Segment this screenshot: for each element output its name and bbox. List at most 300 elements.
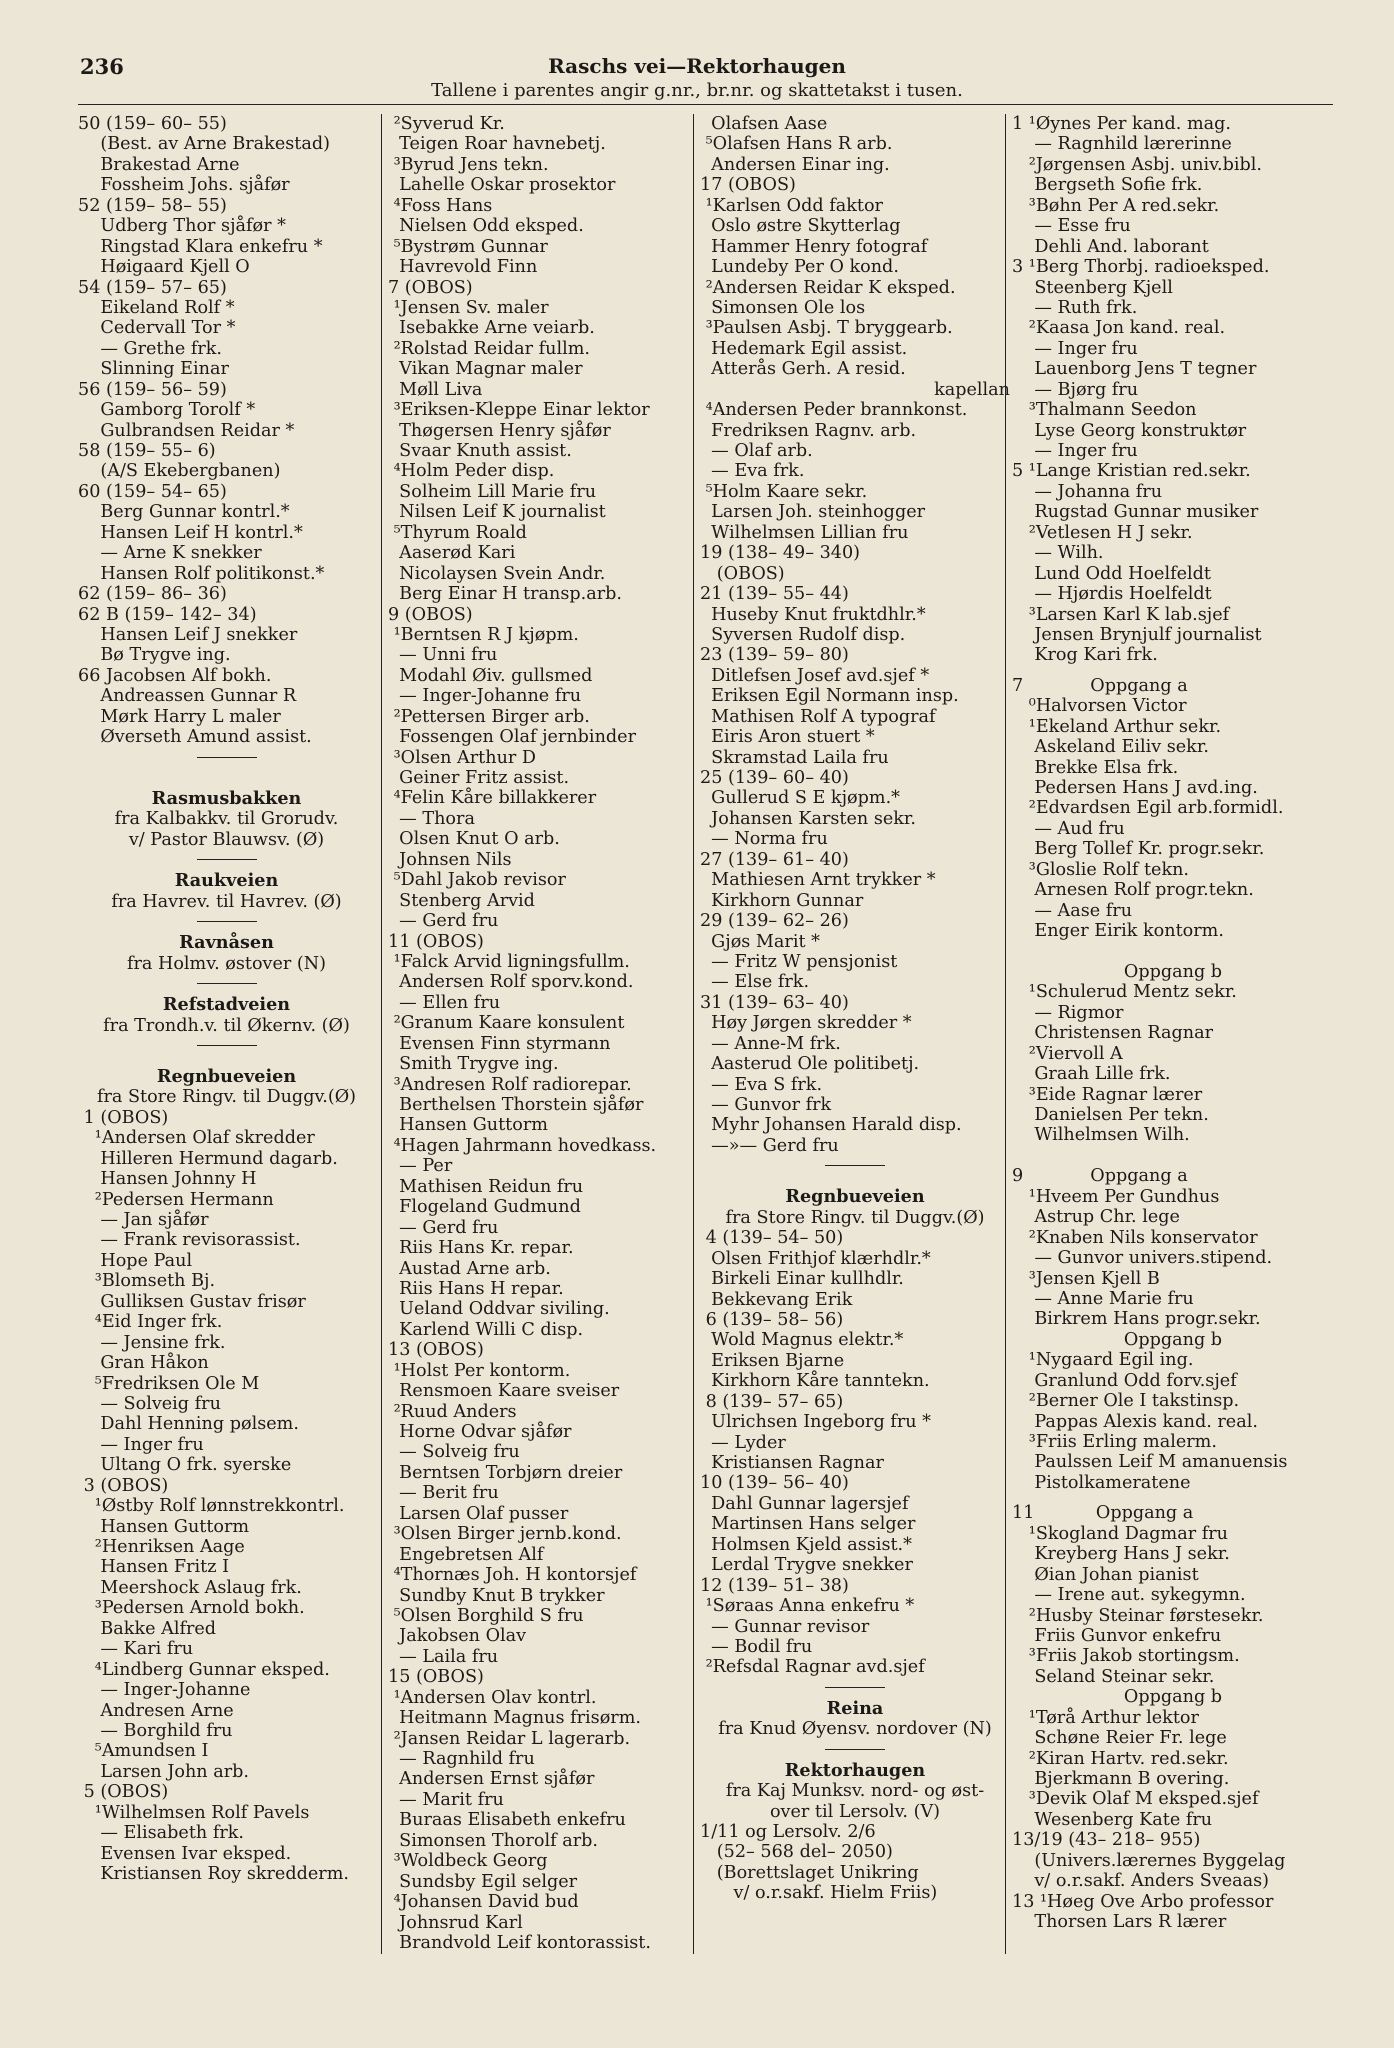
directory-entry: Pistolkameratene (1012, 1472, 1191, 1493)
directory-entry: — Eva frk. (700, 461, 805, 482)
directory-entry: ²Andersen Reidar K eksped. (700, 277, 956, 298)
directory-entry: ³Byrud Jens tekn. (388, 154, 549, 175)
directory-entry: Mathiesen Arnt trykker * (700, 870, 936, 891)
header-divider (78, 104, 1333, 105)
directory-entry: Riis Hans Kr. repar. (388, 1238, 574, 1259)
section-rule (197, 1045, 257, 1047)
directory-entry: ³Woldbeck Georg (388, 1851, 548, 1872)
directory-entry: Birkeli Einar kullhdlr. (700, 1269, 904, 1290)
directory-entry: — Fritz W pensjonist (700, 951, 898, 972)
directory-entry: ¹Søraas Anna enkefru * (700, 1596, 915, 1617)
directory-entry: ²Pettersen Birger arb. (388, 706, 590, 727)
directory-entry: 25 (139– 60– 40) (700, 768, 849, 788)
directory-entry: — Inger-Johanne fru (388, 686, 582, 707)
directory-entry: (52– 568 del– 2050) (700, 1842, 893, 1863)
directory-entry: Thorsen Lars R lærer (1012, 1912, 1227, 1933)
directory-entry: Brandvold Leif kontorassist. (388, 1932, 651, 1953)
directory-entry: 62 B (159– 142– 34) (78, 604, 257, 625)
column-2 (388, 114, 690, 1953)
street-heading: Refstadveien (162, 994, 291, 1016)
directory-entry: Ueland Oddvar siviling. (388, 1299, 610, 1320)
directory-entry: — Anne-M frk. (700, 1033, 841, 1054)
directory-entry: ¹Ekeland Arthur sekr. (1012, 716, 1222, 737)
directory-entry: ³Devik Olaf M eksped.sjef (1012, 1789, 1259, 1810)
directory-entry: Hansen Johnny H (78, 1169, 257, 1190)
directory-entry: ⁵Fredriksen Ole M (78, 1373, 260, 1394)
directory-entry: — Irene aut. sykegymn. (1012, 1585, 1246, 1606)
directory-entry: — Bjørg fru (1012, 379, 1139, 400)
directory-entry: Lundeby Per O kond. (700, 257, 899, 278)
directory-entry: Hedemark Egil assist. (700, 338, 908, 359)
directory-entry: ⁵Bystrøm Gunnar (388, 236, 548, 257)
directory-entry: ²Berner Ole I takstinsp. (1012, 1391, 1240, 1412)
directory-entry: Teigen Roar havnebetj. (388, 134, 606, 155)
directory-entry: — Berit fru (388, 1483, 499, 1504)
directory-entry: Havrevold Finn (388, 257, 538, 278)
directory-entry: ⁴Holm Peder disp. (388, 461, 555, 482)
directory-entry: Cedervall Tor * (78, 318, 236, 339)
directory-entry: ⁵Dahl Jakob revisor (388, 870, 566, 891)
directory-entry: 8 (139– 57– 65) (700, 1391, 844, 1412)
directory-entry: 12 (139– 51– 38) (700, 1575, 849, 1596)
directory-entry: Fossheim Johs. sjåfør (78, 175, 290, 196)
directory-entry: Mathisen Rolf A typograf (700, 706, 936, 727)
directory-entry: (A/S Ekebergbanen) (78, 461, 281, 482)
directory-entry: ²Henriksen Aage (78, 1537, 245, 1557)
directory-entry: — Gerd fru (388, 911, 499, 932)
directory-entry: 3 ¹Berg Thorbj. radioeksped. (1012, 257, 1270, 278)
column-divider (1005, 114, 1006, 1954)
directory-entry: Gulbrandsen Reidar * (78, 420, 295, 441)
directory-entry: Seland Steinar sekr. (1012, 1666, 1215, 1687)
directory-entry: v/ o.r.sakf. Anders Sveaas) (1012, 1871, 1270, 1892)
directory-entry: Andersen Einar ing. (700, 154, 890, 175)
directory-entry: Arnesen Rolf progr.tekn. (1012, 880, 1254, 901)
directory-entry: Lund Odd Hoelfeldt (1012, 563, 1211, 584)
directory-entry: 13 (OBOS) (388, 1340, 484, 1361)
directory-entry: 1/11 og Lersolv. 2/6 (700, 1822, 876, 1842)
directory-entry: — Lyder (700, 1432, 786, 1453)
directory-entry: — Laila fru (388, 1646, 499, 1667)
directory-entry: 1 (OBOS) (78, 1107, 169, 1128)
directory-entry: 27 (139– 61– 40) (700, 849, 849, 870)
directory-entry: Larsen Joh. steinhogger (700, 502, 926, 523)
directory-entry: Fredriksen Ragnv. arb. (700, 420, 917, 441)
directory-entry: Jakobsen Olav (388, 1626, 527, 1647)
directory-entry: 11 (OBOS) (388, 931, 484, 952)
column-divider (693, 114, 694, 1954)
directory-entry: ⁴Lindberg Gunnar eksped. (78, 1659, 330, 1680)
directory-entry: Johnsrud Karl (388, 1912, 523, 1933)
directory-entry: Hansen Fritz I (78, 1557, 230, 1578)
street-description: fra Store Ringv. til Duggv.(Ø) (96, 1087, 357, 1108)
directory-entry: — Inger-Johanne (78, 1680, 251, 1701)
directory-entry: Sundby Knut B trykker (388, 1585, 605, 1606)
directory-entry: Aasterud Ole politibetj. (700, 1054, 920, 1075)
directory-entry: Thøgersen Henry sjåfør (388, 420, 611, 441)
directory-entry: — Aud fru (1012, 818, 1125, 839)
directory-entry: ²Jansen Reidar L lagerarb. (388, 1728, 631, 1749)
directory-entry: — Rigmor (1012, 1002, 1124, 1023)
directory-entry: ²Kiran Hartv. red.sekr. (1012, 1748, 1229, 1769)
directory-entry: ³Larsen Karl K lab.sjef (1012, 604, 1230, 625)
directory-entry: Eriksen Egil Normann insp. (700, 686, 959, 707)
street-heading: Reina (826, 1697, 884, 1719)
directory-entry: ³Olsen Birger jernb.kond. (388, 1524, 622, 1545)
directory-entry: Lerdal Trygve snekker (700, 1555, 913, 1576)
directory-entry: ²Kaasa Jon kand. real. (1012, 318, 1226, 339)
page-number: 236 (80, 54, 124, 79)
directory-entry: Paulssen Leif M amanuensis (1012, 1452, 1288, 1473)
directory-entry: ³Friis Erling malerm. (1012, 1432, 1217, 1452)
directory-entry: Dahl Gunnar lagersjef (700, 1493, 909, 1514)
column-divider (381, 114, 382, 1954)
directory-entry: Enger Eirik kontorm. (1012, 921, 1224, 942)
directory-entry: Krog Kari frk. (1012, 645, 1158, 666)
directory-entry: Jensen Brynjulf journalist (1012, 624, 1262, 645)
directory-entry: ⁴Hagen Jahrmann hovedkass. (388, 1135, 657, 1156)
directory-entry: ³Bøhn Per A red.sekr. (1012, 195, 1220, 216)
directory-entry: — Esse fru (1012, 216, 1131, 237)
directory-entry: Berthelsen Thorstein sjåfør (388, 1095, 644, 1115)
directory-entry: 7 (OBOS) (388, 277, 473, 298)
directory-entry: — Unni fru (388, 645, 498, 666)
directory-entry: Larsen Olaf pusser (388, 1503, 569, 1524)
directory-entry: ³Olsen Arthur D (388, 747, 537, 768)
directory-entry: ¹Schulerud Mentz sekr. (1012, 982, 1237, 1003)
directory-entry: — Wilh. (1012, 543, 1104, 564)
directory-entry: Aaserød Kari (388, 543, 516, 564)
directory-entry: ¹Østby Rolf lønnstrekkontrl. (78, 1496, 345, 1517)
directory-entry: Lahelle Oskar prosektor (388, 175, 616, 196)
directory-entry: 29 (139– 62– 26) (700, 911, 849, 932)
directory-entry: Slinning Einar (78, 359, 229, 380)
directory-entry: Eriksen Bjarne (700, 1350, 845, 1371)
directory-entry: Gulliksen Gustav frisør (78, 1291, 306, 1312)
directory-entry: ⁴Andersen Peder brannkonst. (700, 400, 968, 421)
column-4 (1012, 114, 1334, 1933)
directory-entry: 58 (159– 55– 6) (78, 441, 216, 461)
directory-entry: — Grethe frk. (78, 338, 223, 359)
directory-entry: Hansen Guttorm (78, 1516, 250, 1537)
directory-entry: Hansen Leif J snekker (78, 624, 298, 645)
directory-entry: 9 Oppgang a (1012, 1166, 1188, 1187)
street-heading: Ravnåsen (179, 932, 274, 954)
directory-entry: Nielsen Odd ekspеd. (388, 216, 584, 237)
directory-entry: 1 ¹Øynes Per kand. mag. (1012, 114, 1231, 134)
section-rule (825, 1687, 885, 1689)
directory-entry: Larsen John arb. (78, 1761, 249, 1782)
directory-entry: — Per (388, 1156, 453, 1177)
directory-entry: — Ragnhild lærerinne (1012, 134, 1232, 155)
directory-entry: (Borettslaget Unikring (700, 1862, 919, 1883)
directory-entry: ²Viervoll A (1012, 1043, 1123, 1064)
directory-entry: — Hjørdis Hoelfeldt (1012, 584, 1212, 605)
directory-entry: — Jan sjåfør (78, 1210, 209, 1230)
street-description: fra Store Ringv. til Duggv.(Ø) (725, 1207, 985, 1228)
directory-entry: Sundsby Egil selger (388, 1871, 578, 1892)
spacer (1012, 1146, 1334, 1166)
directory-entry: ²Edvardsen Egil arb.formidl. (1012, 798, 1284, 819)
directory-entry: 52 (159– 58– 55) (78, 195, 227, 216)
section-rule (197, 921, 257, 923)
directory-entry: Øian Johan pianist (1012, 1564, 1199, 1585)
directory-entry: Ditlefsen Josef avd.sjef * (700, 665, 930, 686)
street-description: Oppgang b (1123, 1329, 1223, 1350)
directory-entry: Granlund Odd forv.sjef (1012, 1370, 1237, 1391)
column-3 (700, 114, 1010, 1904)
directory-entry: v/ o.r.sakf. Hielm Friis) (700, 1883, 938, 1904)
directory-entry: 7 Oppgang a (1012, 675, 1188, 696)
directory-entry: 21 (139– 55– 44) (700, 584, 849, 605)
column-1 (78, 114, 375, 1884)
directory-entry: Johnsen Nils (388, 849, 512, 870)
directory-entry: Olafsen Aase (700, 114, 828, 134)
directory-entry: ⁴Eid Inger frk. (78, 1312, 223, 1333)
directory-entry: Engebretsen Alf (388, 1544, 544, 1565)
directory-entry: 13 ¹Høeg Ove Arbo professor (1012, 1891, 1274, 1912)
directory-entry: 19 (138– 49– 340) (700, 543, 861, 564)
directory-entry: — Ragnhild fru (388, 1749, 535, 1769)
directory-entry: Dahl Henning pølsem. (78, 1414, 299, 1435)
directory-entry: Horne Odvar sjåfør (388, 1422, 572, 1442)
directory-entry: Gran Håkon (78, 1353, 209, 1374)
directory-entry: Andersen Ernst sjåfør (388, 1769, 595, 1790)
street-description: fra Trondh.v. til Økernv. (Ø) (103, 1015, 350, 1036)
directory-entry: ⁵Holm Kaare sekr. (700, 481, 868, 502)
spacer (1012, 1493, 1334, 1503)
directory-entry: ²Granum Kaare konsulent (388, 1013, 625, 1034)
street-heading: Raukveien (174, 870, 279, 892)
directory-entry: Steenberg Kjell (1012, 277, 1173, 298)
directory-entry: Wilhelmsen Wilh. (1012, 1125, 1190, 1146)
street-heading: Rektorhaugen (784, 1759, 926, 1781)
directory-entry: ⁰Halvorsen Victor (1012, 696, 1187, 717)
directory-entry: Olsen Knut O arb. (388, 829, 560, 850)
directory-entry: Syversen Rudolf disp. (700, 624, 906, 645)
directory-entry: ²Pedersen Hermann (78, 1189, 274, 1210)
directory-entry: Kristiansen Ragnar (700, 1453, 884, 1473)
directory-entry: Modahl Øiv. gullsmed (388, 665, 593, 686)
directory-entry: ¹Andersen Olaf skredder (78, 1128, 315, 1149)
directory-entry: Brekke Elsa frk. (1012, 757, 1179, 778)
directory-entry: Lauenborg Jens T tegner (1012, 359, 1257, 380)
directory-entry: ²Jørgensen Asbj. univ.bibl. (1012, 154, 1262, 175)
directory-entry: Eikeland Rolf * (78, 297, 235, 318)
directory-entry: 54 (159– 57– 65) (78, 277, 227, 298)
directory-entry: — Thora (388, 808, 475, 829)
directory-entry: Kreyberg Hans J sekr. (1012, 1544, 1230, 1565)
directory-entry: Berg Einar H transp.arb. (388, 584, 622, 605)
directory-entry: Simonsen Thorolf arb. (388, 1830, 598, 1851)
directory-entry: 62 (159– 86– 36) (78, 584, 227, 605)
directory-entry: — Inger fru (1012, 441, 1138, 461)
directory-entry: — Johanna fru (1012, 481, 1163, 502)
directory-entry: Nilsen Leif K journalist (388, 502, 606, 523)
directory-entry: 5 ¹Lange Kristian red.sekr. (1012, 461, 1251, 482)
directory-entry: Stenberg Arvid (388, 890, 535, 911)
directory-entry: ²Knaben Nils konservator (1012, 1227, 1258, 1248)
directory-entry: Danielsen Per tekn. (1012, 1105, 1209, 1125)
directory-entry: Pedersen Hans J avd.ing. (1012, 778, 1258, 798)
directory-entry: Rugstad Gunnar musiker (1012, 502, 1259, 523)
directory-entry: — Solveig fru (78, 1393, 221, 1414)
directory-entry: Hilleren Hermund dagarb. (78, 1148, 338, 1169)
directory-entry: ²Husby Steinar førstesekr. (1012, 1605, 1264, 1626)
directory-entry: ¹Wilhelmsen Rolf Pavels (78, 1802, 310, 1823)
directory-entry: Hansen Guttorm (388, 1115, 548, 1136)
directory-entry: Heitmann Magnus frisørm. (388, 1708, 641, 1729)
directory-entry: ⁴Foss Hans (388, 195, 493, 216)
directory-entry: ³Pedersen Arnold bokh. (78, 1598, 305, 1619)
street-description: fra Kalbakkv. til Grorudv. (114, 809, 339, 830)
directory-entry: 6 (139– 58– 56) (700, 1309, 844, 1330)
directory-entry: — Marit fru (388, 1789, 504, 1810)
street-heading: Regnbueveien (785, 1186, 925, 1208)
directory-entry: ¹Skogland Dagmar fru (1012, 1523, 1228, 1544)
directory-entry: —»— Gerd fru (700, 1135, 839, 1156)
directory-entry: 17 (OBOS) (700, 175, 796, 196)
directory-entry: Wilhelmsen Lillian fru (700, 522, 909, 543)
directory-entry: Bergseth Sofie frk. (1012, 175, 1203, 196)
directory-entry: Kirkhorn Gunnar (700, 890, 864, 911)
directory-entry: — Ruth frk. (1012, 297, 1138, 318)
directory-entry: — Jensine frk. (78, 1332, 226, 1353)
street-description: v/ Pastor Blauwsv. (Ø) (128, 829, 325, 850)
section-rule (197, 983, 257, 985)
directory-entry: Kristiansen Roy skredderm. (78, 1864, 349, 1884)
directory-entry: — Arne K snekker (78, 543, 262, 564)
directory-entry: Wesenberg Kate fru (1012, 1809, 1213, 1830)
directory-entry: ¹Hveem Per Gundhus (1012, 1186, 1220, 1207)
directory-entry: — Eva S frk. (700, 1074, 823, 1095)
directory-entry: 15 (OBOS) (388, 1667, 484, 1688)
directory-entry: ³Eide Ragnar lærer (1012, 1084, 1203, 1105)
directory-entry: Vikan Magnar maler (388, 359, 583, 380)
directory-entry: Mørk Harry L maler (78, 706, 281, 727)
directory-entry: Andersen Rolf sporv.kond. (388, 972, 634, 993)
directory-entry: ⁴Thornæs Joh. H kontorsjef (388, 1565, 637, 1586)
directory-entry: Berg Gunnar kontrl.* (78, 502, 290, 523)
directory-entry: ³Gloslie Rolf tekn. (1012, 859, 1190, 880)
directory-entry: Dehli And. laborant (1012, 236, 1209, 257)
directory-entry: ³Blomseth Bj. (78, 1271, 216, 1292)
directory-entry: Evensen Ivar eksped. (78, 1843, 292, 1864)
directory-entry: Friis Gunvor enkefru (1012, 1625, 1222, 1646)
directory-entry: ²Ruud Anders (388, 1401, 517, 1422)
spacer (1012, 942, 1334, 962)
directory-entry: Hammer Henry fotograf (700, 236, 928, 257)
directory-entry: Ultang O frk. syerske (78, 1455, 292, 1476)
directory-entry: Buraas Elisabeth enkefru (388, 1810, 626, 1831)
directory-entry: ¹Falck Arvid ligningsfullm. (388, 951, 630, 972)
section-rule (197, 757, 257, 759)
directory-entry: ³Thalmann Seedon (1012, 400, 1197, 421)
directory-entry: 56 (159– 56– 59) (78, 379, 227, 400)
street-description: fra Knud Øyensv. nordover (N) (718, 1719, 992, 1740)
directory-entry: 23 (139– 59– 80) (700, 645, 849, 666)
directory-entry: Berg Tollef Kr. progr.sekr. (1012, 839, 1265, 860)
directory-entry: ²Vetlesen H J sekr. (1012, 522, 1193, 543)
directory-entry: Flogeland Gudmund (388, 1197, 581, 1218)
directory-entry: — Kari fru (78, 1639, 194, 1660)
directory-entry: Evensen Finn styrmann (388, 1033, 611, 1054)
directory-entry: — Bodil fru (700, 1636, 813, 1657)
directory-entry: Olsen Frithjof klærhdlr.* (700, 1248, 931, 1269)
street-description: Oppgang b (1123, 961, 1223, 982)
directory-entry: — Inger fru (78, 1434, 204, 1455)
directory-entry: (Best. av Arne Brakestad) (78, 134, 330, 155)
directory-entry: Hansen Leif H kontrl.* (78, 522, 303, 543)
directory-entry: — Borghild fru (78, 1720, 233, 1741)
directory-entry: 4 (139– 54– 50) (700, 1228, 844, 1249)
directory-entry: (Univers.lærernes Byggelag (1012, 1850, 1286, 1871)
directory-entry: — Ellen fru (388, 992, 501, 1013)
directory-entry: Smith Trygve ing. (388, 1054, 559, 1075)
directory-entry: Svaar Knuth assist. (388, 441, 572, 461)
directory-entry: Huseby Knut fruktdhlr.* (700, 604, 926, 625)
directory-entry: — Else frk. (700, 972, 810, 993)
street-description: Oppgang b (1123, 1687, 1223, 1708)
directory-entry: Andresen Arne (78, 1700, 234, 1721)
directory-entry: Fossengen Olaf jernbinder (388, 727, 636, 748)
street-description: fra Havrev. til Havrev. (Ø) (111, 891, 342, 912)
directory-entry: Høigaard Kjell O (78, 257, 250, 278)
directory-entry: Myhr Johansen Harald disp. (700, 1115, 962, 1136)
directory-entry: Pappas Alexis kand. real. (1012, 1411, 1258, 1432)
directory-entry: ³Andresen Rolf radiorepar. (388, 1074, 632, 1095)
directory-entry: Mathisen Reidun fru (388, 1176, 584, 1197)
directory-entry: ³Eriksen-Kleppe Einar lektor (388, 400, 650, 421)
directory-entry: Graah Lille frk. (1012, 1064, 1171, 1085)
directory-entry: — Gunvor frk (700, 1095, 832, 1115)
directory-entry: ⁴Felin Kåre billakkerer (388, 788, 597, 809)
directory-entry: 3 (OBOS) (78, 1475, 169, 1496)
directory-entry: ¹Berntsen R J kjøpm. (388, 624, 579, 645)
directory-entry: 50 (159– 60– 55) (78, 114, 227, 134)
directory-entry: Ringstad Klara enkefru * (78, 236, 323, 257)
directory-entry: Berntsen Torbjørn dreier (388, 1462, 623, 1483)
directory-entry: Bjerkmann B overing. (1012, 1769, 1230, 1789)
directory-entry: 10 (139– 56– 40) (700, 1473, 849, 1494)
directory-entry: Simonsen Ole los (700, 297, 866, 318)
directory-entry: Askeland Eiliv sekr. (1012, 737, 1209, 758)
directory-entry: Høy Jørgen skredder * (700, 1013, 912, 1034)
directory-entry: — Inger fru (1012, 338, 1138, 359)
directory-entry: ¹Nygaard Egil ing. (1012, 1350, 1194, 1371)
directory-entry: — Solveig fru (388, 1442, 520, 1463)
directory-entry: Gamborg Torolf * (78, 400, 256, 421)
directory-entry: ¹Andersen Olav kontrl. (388, 1687, 597, 1708)
directory-entry: 11 Oppgang a (1012, 1503, 1194, 1524)
directory-entry: ²Rolstad Reidar fullm. (388, 338, 590, 359)
directory-entry: — Anne Marie fru (1012, 1288, 1194, 1309)
directory-entry: Lyse Georg konstruktør (1012, 420, 1247, 441)
directory-entry: Bakke Alfred (78, 1618, 217, 1639)
directory-entry: Hansen Rolf politikonst.* (78, 563, 325, 584)
section-rule (197, 859, 257, 861)
directory-entry: 5 (OBOS) (78, 1782, 169, 1803)
directory-entry: 9 (OBOS) (388, 604, 473, 625)
directory-entry: ³Friis Jakob stortingsm. (1012, 1646, 1240, 1667)
directory-entry: Riis Hans H repar. (388, 1278, 564, 1299)
directory-entry: Christensen Ragnar (1012, 1023, 1214, 1044)
directory-entry: 31 (139– 63– 40) (700, 992, 849, 1013)
directory-entry: Atterås Gerh. A resid. (700, 359, 906, 380)
directory-entry: Bø Trygve ing. (78, 645, 231, 666)
directory-entry: — Gunvor univers.stipend. (1012, 1248, 1273, 1269)
directory-entry: kapellan (934, 379, 1010, 400)
